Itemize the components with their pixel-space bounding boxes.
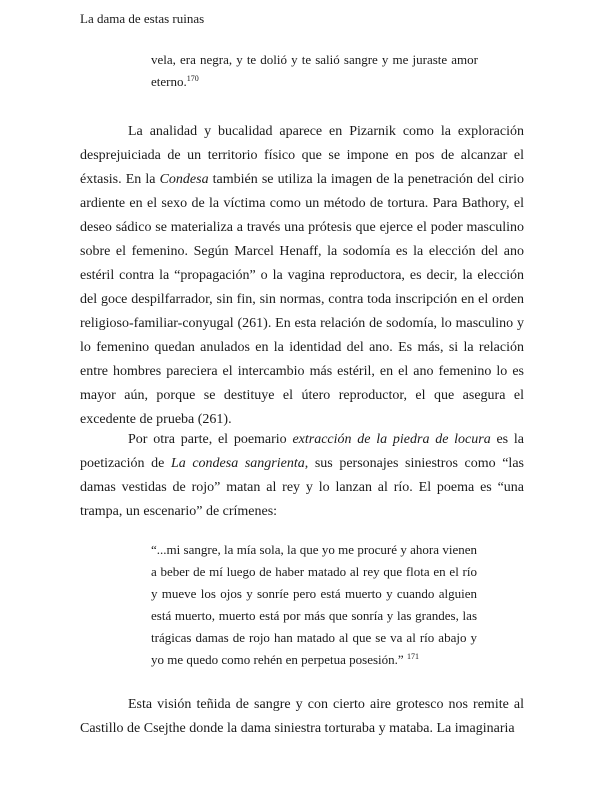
paragraph-analidad: [80, 120, 524, 432]
paragraph-text: Por otra parte, el poemario: [128, 432, 293, 447]
paragraph-text: , sus personajes siniestros como “las damas vestidas de rojo” matan al rey y lo lanzan al río. El poema es “una trampa, un escenario” de crímenes:: [80, 456, 524, 519]
paragraph-poemario: [80, 428, 524, 524]
italic-book-title: La condesa sangrienta: [170, 456, 305, 471]
running-header: La dama de estas ruinas: [80, 11, 205, 26]
footnote-ref-170: 170: [186, 74, 199, 83]
italic-condesa: Condesa: [159, 172, 209, 187]
paragraph-text: La analidad y bucalidad aparece en Pizarnik como la exploración desprejuiciada de un territorio físico que se impone en pos de alcanzar el éxtasis. En la: [80, 124, 524, 187]
quote-text: “...mi sangre, la mía sola, la que yo me procuré y ahora vienen a beber de mí luego de haber matado al rey que flota en el río y mueve los ojos y sonríe pero está muerto y cuando alguien está muerto, muerto está por más que sonría y las grandes, las trágicas damas de rojo han matado al que se va al río abajo y yo me quedo como rehén en perpetua posesión.”: [151, 542, 477, 667]
block-quote-continuation: [151, 49, 478, 93]
paragraph-text: es la poetización de: [80, 432, 524, 471]
footnote-ref-171: 171: [406, 652, 419, 661]
block-quote-poem: [151, 539, 477, 671]
quote-text: vela, era negra, y te dolió y te salió sangre y me juraste amor eterno.: [151, 52, 478, 89]
italic-book-title: extracción de la piedra de locura: [292, 432, 491, 447]
paragraph-vision: Esta visión teñida de sangre y con cierto aire grotesco nos remite al Castillo de Csejthe donde la dama siniestra torturaba y mataba. La imaginaria: [80, 697, 524, 736]
paragraph-text: también se utiliza la imagen de la penetración del cirio ardiente en el sexo de la víctima como un método de tortura. Para Bathory, el deseo sádico se materializa a través una prótesis que ejerce el poder masculino sobre el femenino. Según Marcel Henaff, la sodomía es la elección del ano estéril contra la “propagación” o la vagina reproductora, es decir, la elección del goce despilfarrador, sin fin, sin normas, contra toda inscripción en el orden religioso-familiar-conyugal (261). En esta relación de sodomía, lo masculino y lo femenino quedan anulados en la identidad del ano. Es más, si la relación entre hombres pareciera el intercambio más estéril, en el ano femenino lo es mayor aún, porque se destituye el útero reproductor, el que asegura el excedente de prueba (261).: [80, 172, 524, 427]
